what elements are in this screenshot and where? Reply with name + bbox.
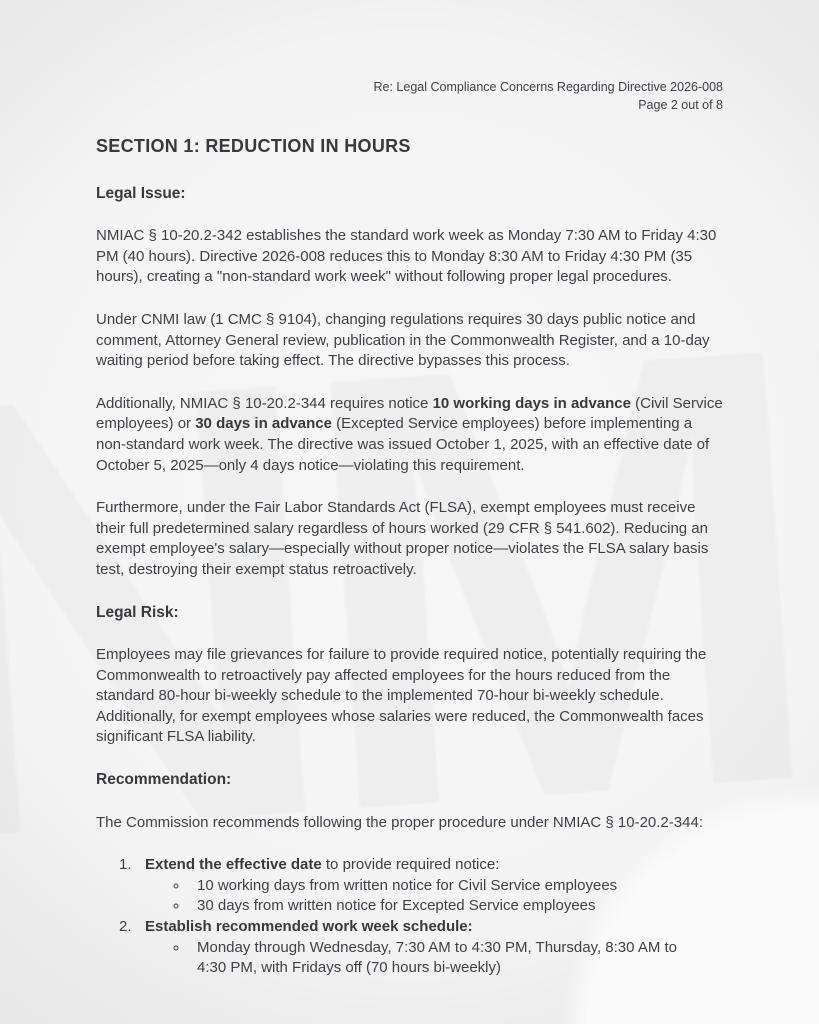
legal-risk-heading: Legal Risk: [96,603,179,621]
recommendation-item-2 [119,917,724,979]
text-run: (Civil Service employees) or [96,394,723,433]
legal-issue-paragraph-2: Under CNMI law (1 CMC § 9104), changing regulations requires 30 days public notice and comment, Attorney General review, publication in the Commonwealth Register, and a 10-day waiting period before taking effect. The directive bypasses this process. [96,310,710,370]
list-number: 2. [119,918,132,936]
document-header [374,79,724,114]
recommendation-item-1-lead: Extend the effective date [145,856,322,874]
sub-list-item: ◦ 10 working days from written notice for Civil Service employees [189,876,689,897]
recommendation-item-1 [119,855,724,917]
section-title: SECTION 1: REDUCTION IN HOURS [96,136,411,156]
header-subject-line: Re: Legal Compliance Concerns Regarding Directive 2026-008 [373,80,723,94]
list-number: 1. [119,856,132,874]
document-body [96,136,724,979]
text-run: (Excepted Service employees) before implementing a non-standard work week. The directive was issued October 1, 2025, with an effective date of October 5, 2025—only 4 days notice—violating this requirement. [96,415,710,474]
recommendation-item-1-rest: to provide required notice: [321,856,500,874]
recommendation-item-2-sublist [145,938,724,979]
recommendation-intro: The Commission recommends following the proper procedure under NMIAC § 10-20.2-344: [96,813,703,831]
sub-list-item: ◦ Monday through Wednesday, 7:30 AM to 4:30 PM, Thursday, 8:30 AM to 4:30 PM, with Fridays off (70 hours bi-weekly) [189,938,689,979]
recommendation-list [96,855,724,979]
recommendation-item-1-sublist [145,876,724,917]
legal-risk-paragraph: Employees may file grievances for failure to provide required notice, potentially requiring the Commonwealth to retroactively pay affected employees for the hours reduced from the standard 80-hour bi-weekly schedule to the implemented 70-hour bi-weekly schedule. Additionally, for exempt employees whose salaries were reduced, the Commonwealth faces significant FLSA liability. [96,646,707,746]
legal-issue-paragraph-3 [96,394,724,476]
legal-issue-heading: Legal Issue: [96,184,186,202]
bold-text-run: 10 working days in advance [432,394,631,412]
recommendation-item-2-lead: Establish recommended work week schedule: [145,918,473,936]
legal-issue-paragraph-4: Furthermore, under the Fair Labor Standards Act (FLSA), exempt employees must receive their full predetermined salary regardless of hours worked (29 CFR § 541.602). Reducing an exempt employee's salary—especially without proper notice—violates the FLSA salary basis test, destroying their exempt status retroactively. [96,499,709,578]
sub-list-item: ◦ 30 days from written notice for Excepted Service employees [189,896,689,917]
text-run: Additionally, NMIAC § 10-20.2-344 requires notice [96,394,433,412]
recommendation-heading: Recommendation: [96,771,232,789]
header-page-indicator: Page 2 out of 8 [638,97,723,112]
legal-issue-paragraph-1: NMIAC § 10-20.2-342 establishes the standard work week as Monday 7:30 AM to Friday 4:30 PM (40 hours). Directive 2026-008 reduces this to Monday 8:30 AM to Friday 4:30 PM (35 hours), creating a "non-standard work week" without following proper legal procedures. [96,227,717,286]
bold-text-run: 30 days in advance [195,415,332,433]
